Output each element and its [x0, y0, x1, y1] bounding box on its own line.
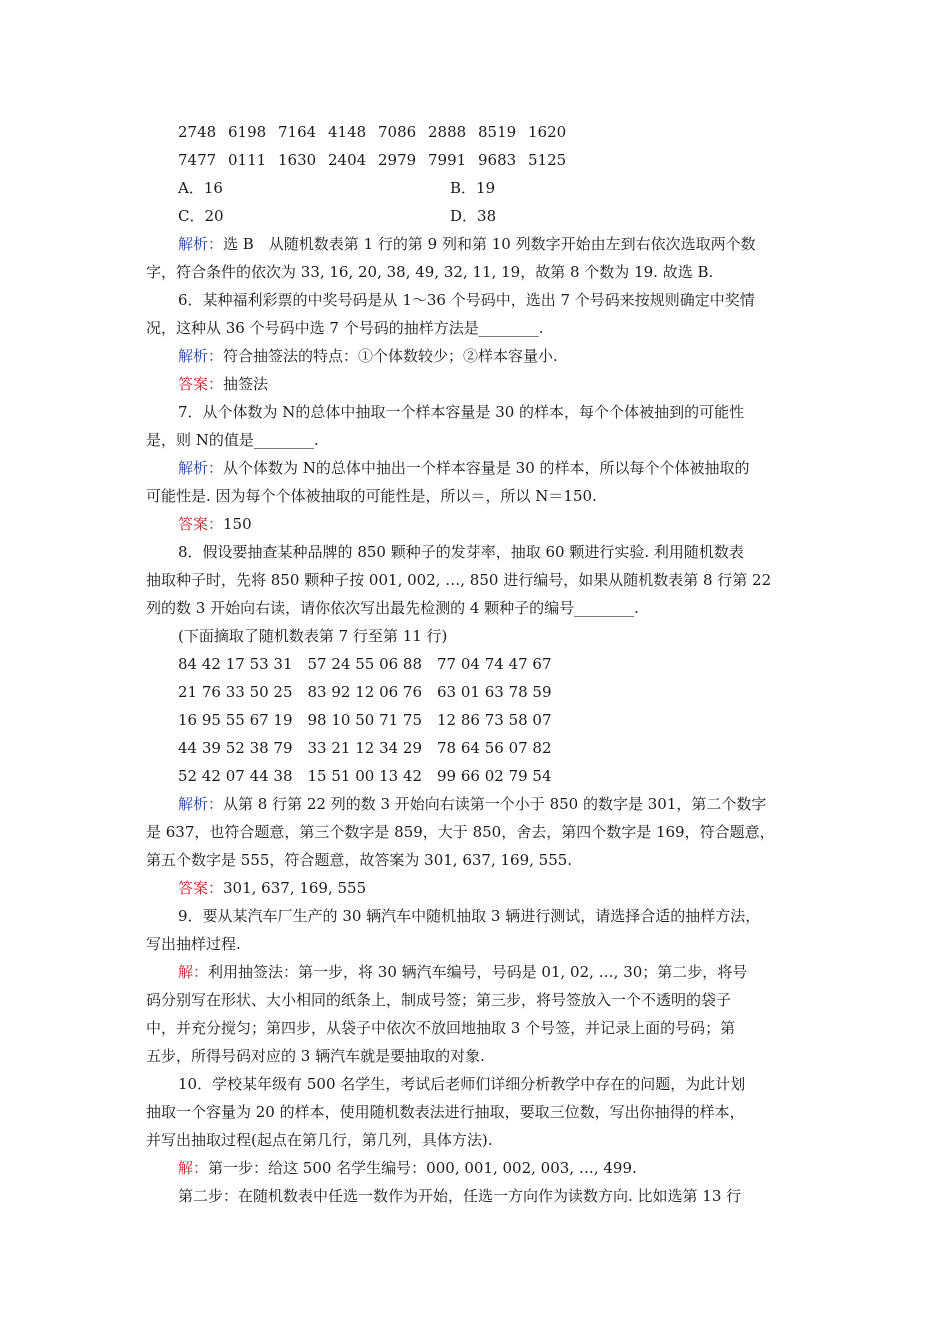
table-cell: 2979	[378, 151, 417, 169]
q8-table-row: 16 95 55 67 19 98 10 50 71 75 12 86 73 58 07	[178, 711, 552, 729]
table-cell: 6198	[228, 123, 267, 141]
solution-label: 解：	[178, 1159, 209, 1177]
table-cell: 7086	[378, 123, 417, 141]
q9-solution-line-2: 码分别写在形状、大小相同的纸条上，制成号签；第三步，将号签放入一个不透明的袋子	[146, 991, 732, 1009]
table-cell: 2888	[428, 123, 467, 141]
q8-table-row: 84 42 17 53 31 57 24 55 06 88 77 04 74 47 67	[178, 655, 552, 673]
q6-analysis: 解析：符合抽签法的特点：①个体数较少；②样本容量小.	[178, 347, 558, 365]
q6-question-line-1: 6．某种福利彩票的中奖号码是从 1～36 个号码中，选出 7 个号码来按规则确定中奖情	[178, 291, 755, 309]
answer-label: 答案：	[178, 515, 224, 533]
option-b: B．19	[450, 179, 496, 197]
q8-table-row: 21 76 33 50 25 83 92 12 06 76 63 01 63 78 59	[178, 683, 552, 701]
q8-analysis-line-2: 是 637，也符合题意，第三个数字是 859，大于 850，舍去，第四个数字是 169，符合题意，	[146, 823, 775, 841]
table-cell: 4148	[328, 123, 367, 141]
table-cell: 7991	[428, 151, 467, 169]
answer-label: 答案：	[178, 879, 224, 897]
q9-solution-line-3: 中，并充分搅匀；第四步，从袋子中依次不放回地抽取 3 个号签，并记录上面的号码；第	[146, 1019, 736, 1037]
q8-analysis-line-3: 第五个数字是 555，符合题意，故答案为 301, 637, 169, 555.	[146, 851, 573, 869]
table-cell: 7164	[278, 123, 317, 141]
table-cell: 7477	[178, 151, 217, 169]
q8-question-line-3: 列的数 3 开始向右读，请你依次写出最先检测的 4 颗种子的编号________.	[146, 599, 639, 617]
q5-analysis-line-1: 解析：选 B 从随机数表第 1 行的第 9 列和第 10 列数字开始由左到右依次选取两个数	[178, 235, 756, 253]
table-cell: 0111	[228, 151, 267, 169]
q10-solution-line-1: 解：第一步：给这 500 名学生编号：000, 001, 002, 003, …, 499.	[178, 1159, 637, 1177]
solution-label: 解：	[178, 963, 209, 981]
q10-question-line-3: 并写出抽取过程(起点在第几行，第几列，具体方法).	[146, 1131, 493, 1149]
q8-question-line-1: 8．假设要抽查某种品牌的 850 颗种子的发芽率，抽取 60 颗进行实验. 利用随机数表	[178, 543, 744, 561]
table-cell: 2748	[178, 123, 217, 141]
option-c: C．20	[178, 207, 224, 225]
q8-question-line-2: 抽取种子时，先将 850 颗种子按 001, 002, …, 850 进行编号，如果从随机数表第 8 行第 22	[146, 571, 772, 589]
table-cell: 2404	[328, 151, 367, 169]
q6-question-line-2: 况，这种从 36 个号码中选 7 个号码的抽样方法是________.	[146, 319, 544, 337]
q5-analysis-line-2: 字，符合条件的依次为 33, 16, 20, 38, 49, 32, 11, 19，故第 8 个数为 19. 故选 B.	[146, 263, 714, 281]
q8-table-note: (下面摘取了随机数表第 7 行至第 11 行)	[178, 627, 448, 645]
option-a: A．16	[178, 179, 223, 197]
q10-question-line-2: 抽取一个容量为 20 的样本，使用随机数表法进行抽取，要取三位数，写出你抽得的样本，	[146, 1103, 745, 1121]
table-cell: 1630	[278, 151, 317, 169]
q9-solution-line-4: 五步，所得号码对应的 3 辆汽车就是要抽取的对象.	[146, 1047, 485, 1065]
table-cell: 5125	[528, 151, 567, 169]
q8-answer: 答案：301, 637, 169, 555	[178, 879, 367, 897]
answer-label: 答案：	[178, 375, 224, 393]
q8-analysis-line-1: 解析：从第 8 行第 22 列的数 3 开始向右读第一个小于 850 的数字是 301，第二个数字	[178, 795, 767, 813]
analysis-label: 解析：	[178, 459, 224, 477]
q8-table-row: 44 39 52 38 79 33 21 12 34 29 78 64 56 07 82	[178, 739, 552, 757]
q7-analysis-line-1: 解析：从个体数为 N的总体中抽出一个样本容量是 30 的样本，所以每个个体被抽取的	[178, 459, 750, 477]
analysis-label: 解析：	[178, 347, 224, 365]
q9-question-line-1: 9．要从某汽车厂生产的 30 辆汽车中随机抽取 3 辆进行测试，请选择合适的抽样方法，	[178, 907, 761, 925]
analysis-label: 解析：	[178, 235, 224, 253]
q7-question-line-2: 是，则 N的值是________.	[146, 431, 319, 449]
table-cell: 9683	[478, 151, 517, 169]
q10-solution-line-2: 第二步：在随机数表中任选一数作为开始，任选一方向作为读数方向. 比如选第 13 行	[178, 1187, 742, 1205]
q7-question-line-1: 7．从个体数为 N的总体中抽取一个样本容量是 30 的样本，每个个体被抽到的可能性	[178, 403, 745, 421]
q6-answer: 答案：抽签法	[178, 375, 269, 393]
table-cell: 1620	[528, 123, 567, 141]
q9-question-line-2: 写出抽样过程.	[146, 935, 241, 953]
q10-question-line-1: 10．学校某年级有 500 名学生，考试后老师们详细分析教学中存在的问题，为此计划	[178, 1075, 746, 1093]
q9-solution-line-1: 解：利用抽签法：第一步，将 30 辆汽车编号，号码是 01, 02, …, 30；第二步，将号	[178, 963, 748, 981]
table-cell: 8519	[478, 123, 517, 141]
q7-answer: 答案：150	[178, 515, 252, 533]
q7-analysis-line-2: 可能性是. 因为每个个体被抽取的可能性是，所以＝，所以 N＝150.	[146, 487, 597, 505]
option-d: D．38	[450, 207, 497, 225]
analysis-label: 解析：	[178, 795, 224, 813]
q8-table-row: 52 42 07 44 38 15 51 00 13 42 99 66 02 79 54	[178, 767, 552, 785]
